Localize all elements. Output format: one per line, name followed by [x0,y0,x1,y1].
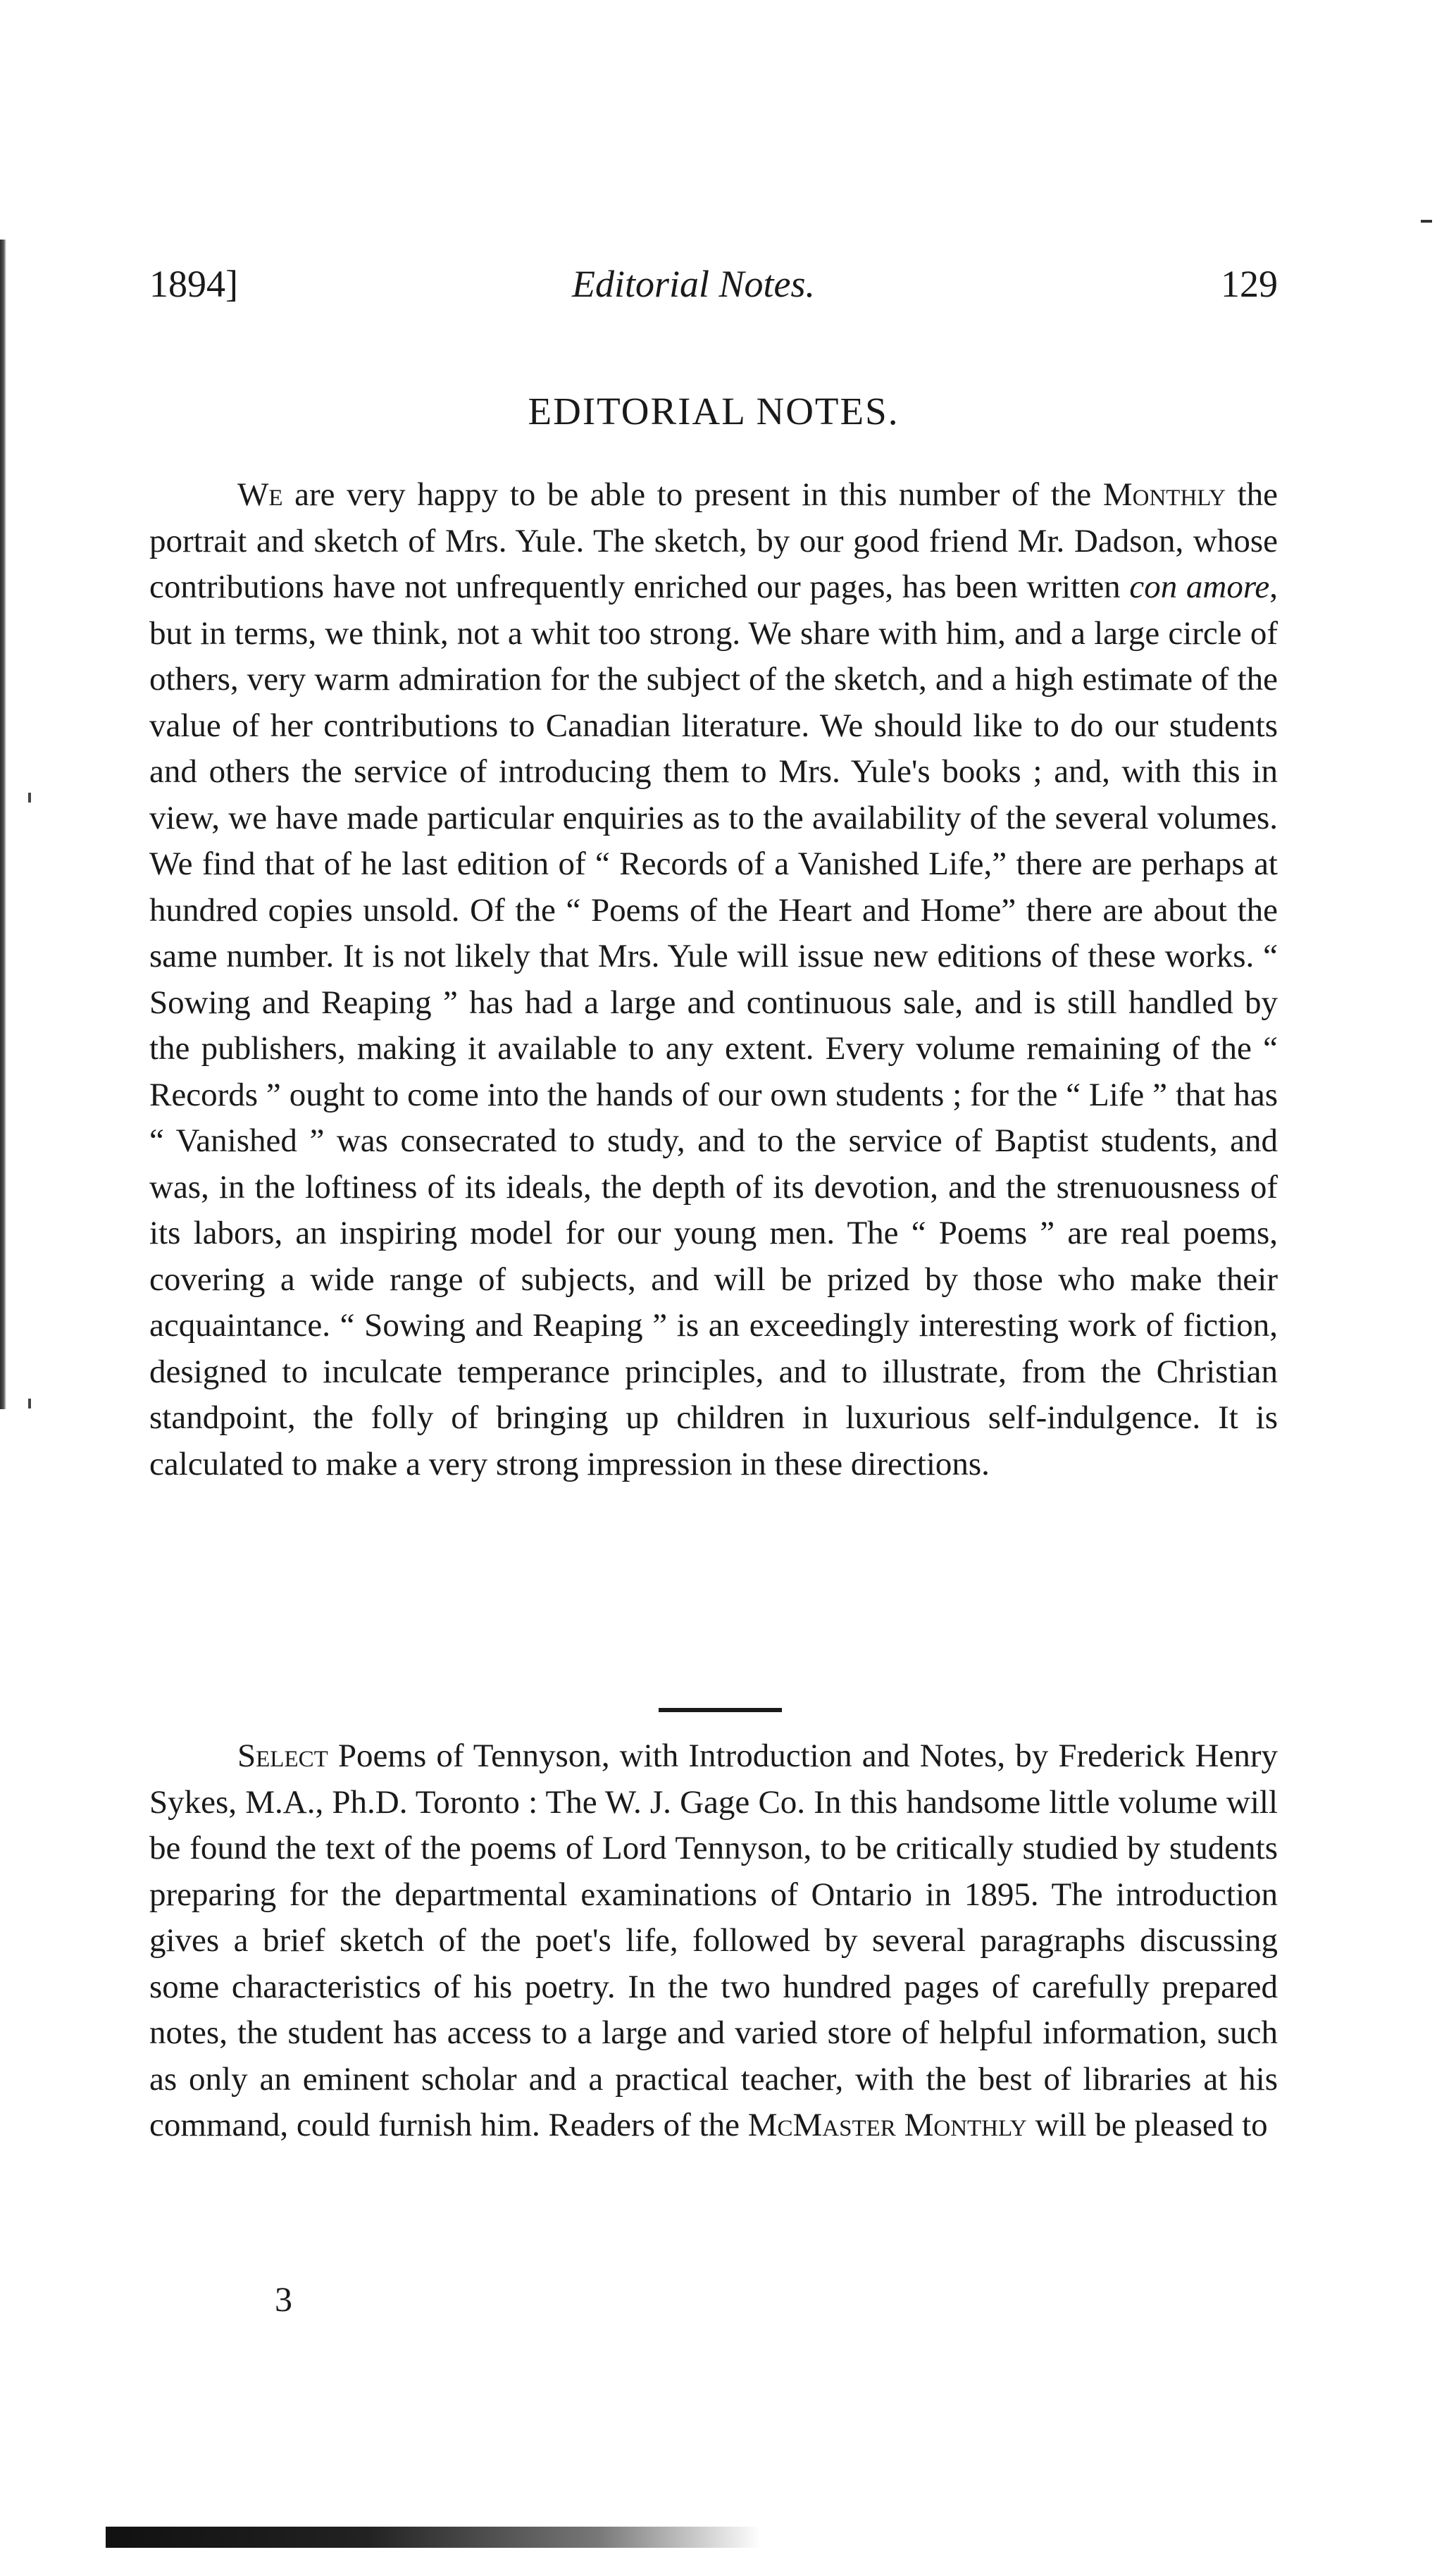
corner-mark [1421,220,1432,223]
journal-name: Monthly [1102,476,1226,513]
paragraph-text: Poems of Tennyson, with Introduction and Notes, by Frederick Henry Sykes, M.A., Ph.D. Toronto : The W. J. Gage Co. In this handsome little volume will be found the text of the poems of Lord Tennyson, to be critically studied by students preparing for the departmental examinations of Ontario in 1895. The introduction gives a brief sketch of the poet's life, followed by several paragraphs discussing some characteristics of his poetry. In the two hundred pages of carefully prepared notes, the student has access to a large and varied store of helpful information, such as only an eminent scholar and a practical teacher, with the best of libraries at his command, could furnish him. Readers of the [149,1738,1278,2143]
running-head [149,262,1278,318]
page-number: 129 [1221,263,1278,305]
paragraph-text: , but in terms, we think, not a whit too strong. We share with him, and a large circle of others, very warm admiration for the subject of the sketch, and a high estimate of the value of her contributions to Canadian literature. We should like to do our students and others the service of introducing them to Mrs. Yule's books ; and, with this in view, we have made particular enquiries as to the availability of the several volumes. We find that of he last edition of “ Records of a Vanished Life,” there are perhaps at hundred copies unsold. Of the “ Poems of the Heart and Home” there are about the same number. It is not likely that Mrs. Yule will issue new editions of these works. “ Sowing and Reaping ” has had a large and continuous sale, and is still handled by the publishers, making it available to any extent. Every volume remaining of the “ Records ” ought to come into the hands of our own students ; for the “ Life ” that has “ Vanished ” was consecrated to study, and to the service of Baptist students, and was, in the loftiness of its ideals, the depth of its devotion, and the strenuousness of its labors, an inspiring model for our young men. The “ Poems ” are real poems, covering a wide range of subjects, and will be prized by those who make their acquaintance. “ Sowing and Reaping ” is an exceedingly interesting work of fiction, designed to inculcate temperance principles, and to illustrate, from the Christian standpoint, the folly of bringing up children in luxurious self-indulgence. It is calculated to make a very strong impression in these directions. [149,569,1278,1482]
italic-phrase: con amore [1129,569,1270,605]
paragraph-text: the portrait and sketch of Mrs. Yule. The sketch, by our good friend Mr. Dadson, whose contributions have not unfrequently enriched our pages, has been written [149,476,1278,605]
scan-artifact-bar [106,2527,761,2548]
lead-caps: We [237,476,283,513]
running-head-year: 1894] [149,263,238,305]
margin-mark [28,793,31,803]
section-title: EDITORIAL NOTES. [528,390,900,433]
lead-caps: Select [237,1738,328,1774]
signature-mark: 3 [275,2279,292,2319]
section-divider [659,1708,782,1712]
editorial-paragraph-yule [149,472,1278,1487]
paragraph-text: will be pleased to [1026,2107,1268,2143]
editorial-paragraph-tennyson [149,1733,1278,2149]
running-head-title: Editorial Notes. [572,263,816,305]
margin-mark [28,1399,31,1408]
page-binding-edge [0,240,6,1409]
journal-name: McMaster Monthly [747,2107,1027,2143]
paragraph-text: are very happy to be able to present in this number of the [282,476,1103,513]
